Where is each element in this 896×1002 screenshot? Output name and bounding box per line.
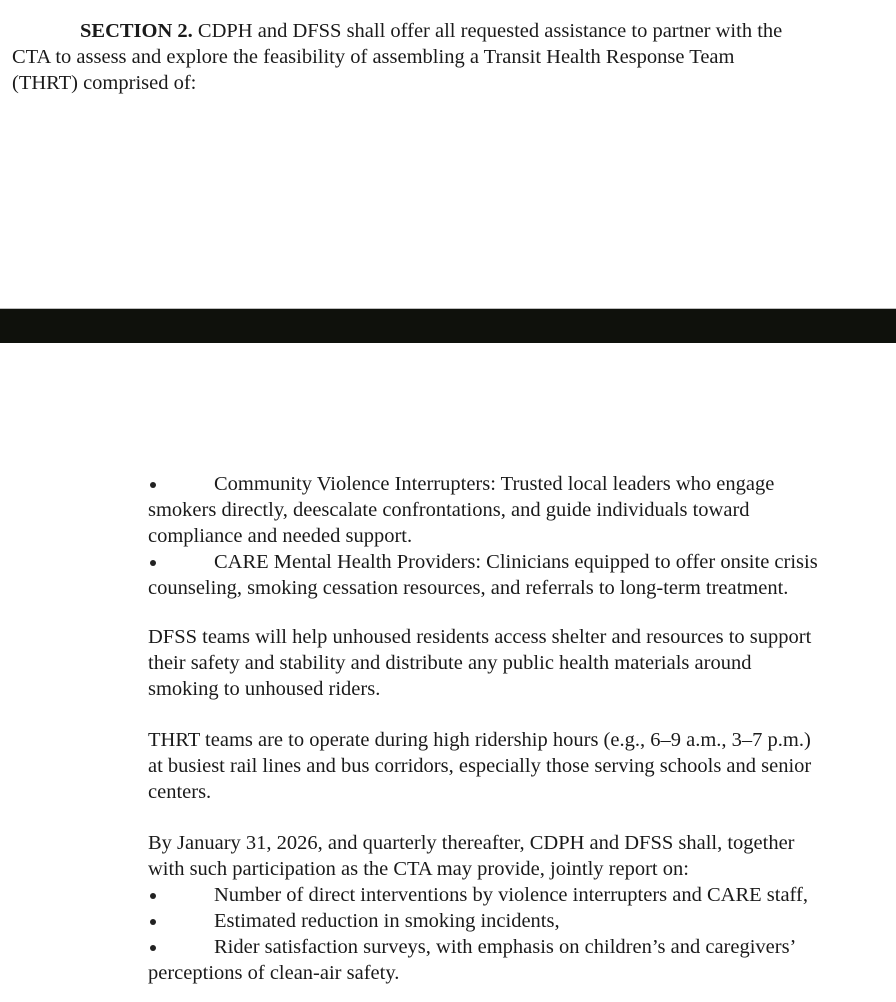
bullet-icon <box>150 919 156 925</box>
bullet-icon <box>150 945 156 951</box>
text-line: Rider satisfaction surveys, with emphasis on children’s and caregivers’ <box>214 936 797 958</box>
text-line: CARE Mental Health Providers: Clinicians equipped to offer onsite crisis <box>214 551 818 573</box>
text-line: CDPH and DFSS shall offer all requested assistance to partner with the <box>192 20 783 42</box>
text-line: at busiest rail lines and bus corridors, especially those serving schools and senior <box>148 755 812 777</box>
team-bullet-list <box>148 471 818 601</box>
text-line: smokers directly, deescalate confrontations, and guide individuals toward <box>148 499 750 521</box>
bullet-icon <box>150 893 156 899</box>
report-paragraph <box>148 830 808 986</box>
text-line: centers. <box>148 781 212 803</box>
redaction-band <box>0 308 896 343</box>
text-line: smoking to unhoused riders. <box>148 678 381 700</box>
text-line: counseling, smoking cessation resources, and referrals to long-term treatment. <box>148 577 789 599</box>
text-line: their safety and stability and distribute any public health materials around <box>148 652 752 674</box>
text-line: CTA to assess and explore the feasibility of assembling a Transit Health Response Team <box>12 46 735 68</box>
text-line: with such participation as the CTA may provide, jointly report on: <box>148 858 689 880</box>
text-line: perceptions of clean-air safety. <box>148 962 400 984</box>
dfss-paragraph <box>148 624 811 702</box>
bullet-icon <box>150 560 156 566</box>
text-line: DFSS teams will help unhoused residents access shelter and resources to support <box>148 626 812 648</box>
thrt-paragraph <box>148 727 811 805</box>
text-line: Community Violence Interrupters: Trusted local leaders who engage <box>214 473 775 495</box>
text-line: (THRT) comprised of: <box>12 72 197 94</box>
section-2-paragraph <box>12 18 782 96</box>
text-line: compliance and needed support. <box>148 525 413 547</box>
section-heading: SECTION 2. <box>80 20 193 42</box>
text-line: THRT teams are to operate during high ridership hours (e.g., 6–9 a.m., 3–7 p.m.) <box>148 729 811 751</box>
text-line: Number of direct interventions by violence interrupters and CARE staff, <box>214 884 808 906</box>
text-line: Estimated reduction in smoking incidents, <box>214 910 560 932</box>
text-line: By January 31, 2026, and quarterly thereafter, CDPH and DFSS shall, together <box>148 832 795 854</box>
bullet-icon <box>150 482 156 488</box>
